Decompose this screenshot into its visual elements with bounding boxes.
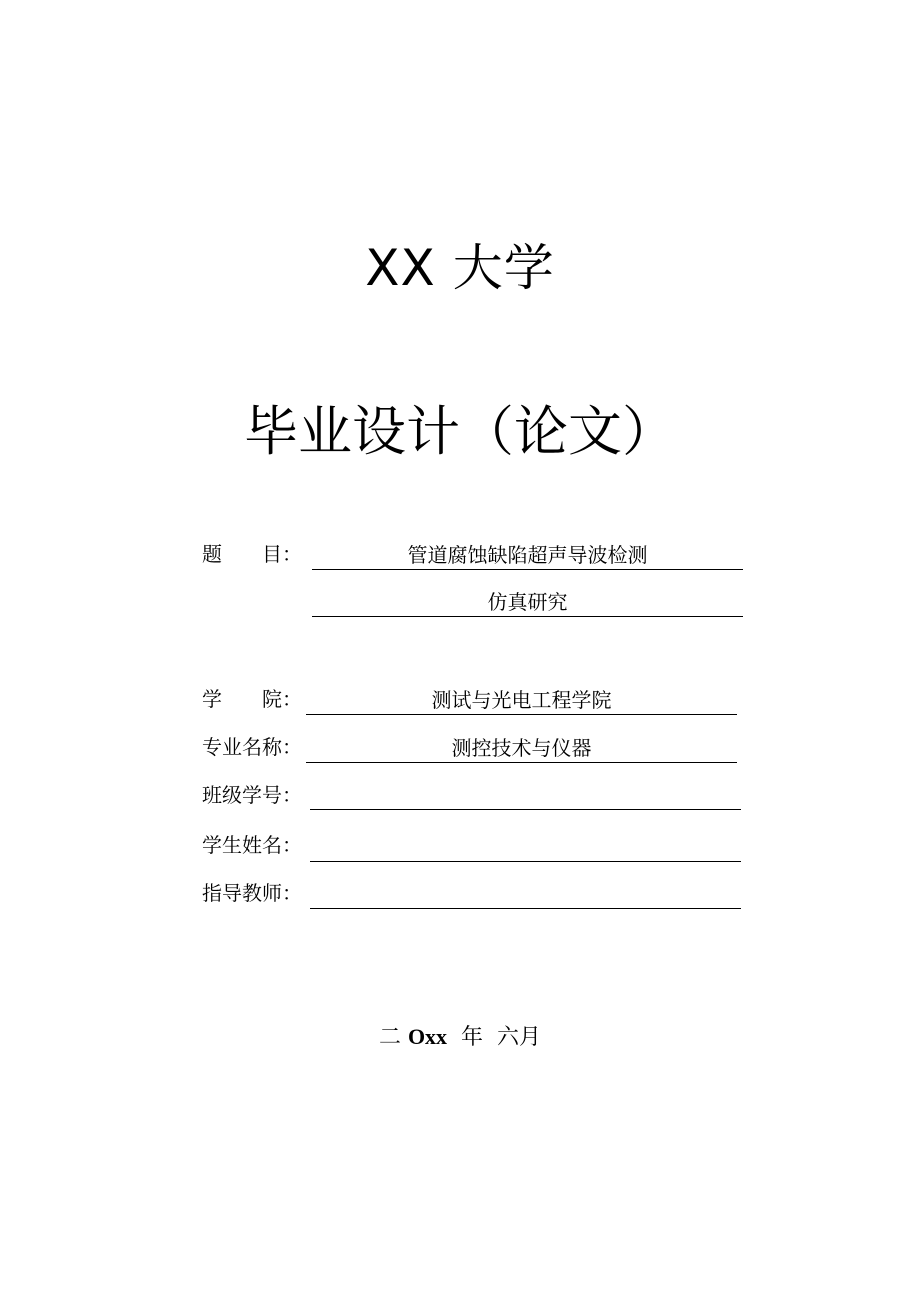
advisor-label: 指导教师： bbox=[202, 881, 302, 905]
date-suffix: 年 六月 bbox=[447, 1025, 542, 1050]
submission-date bbox=[0, 1022, 920, 1053]
title-line-1: 管道腐蚀缺陷超声导波检测 bbox=[312, 541, 743, 570]
student-name-value bbox=[310, 833, 741, 862]
title-line-2: 仿真研究 bbox=[312, 588, 743, 617]
advisor-value bbox=[310, 880, 741, 909]
university-name: XX 大学 bbox=[365, 239, 555, 297]
major-label: 专业名称： bbox=[202, 735, 302, 759]
class-id-label: 班级学号： bbox=[202, 783, 302, 807]
date-prefix: 二 bbox=[378, 1025, 408, 1050]
college-value: 测试与光电工程学院 bbox=[306, 686, 737, 715]
college-label: 学 院： bbox=[202, 687, 302, 711]
document-type-heading: 毕业设计（论文） bbox=[244, 400, 676, 463]
title-label: 题 目： bbox=[202, 542, 302, 566]
student-name-label: 学生姓名： bbox=[202, 833, 302, 857]
class-id-value bbox=[310, 781, 741, 810]
major-value: 测控技术与仪器 bbox=[306, 734, 737, 763]
date-year: Oxx bbox=[407, 1024, 448, 1049]
